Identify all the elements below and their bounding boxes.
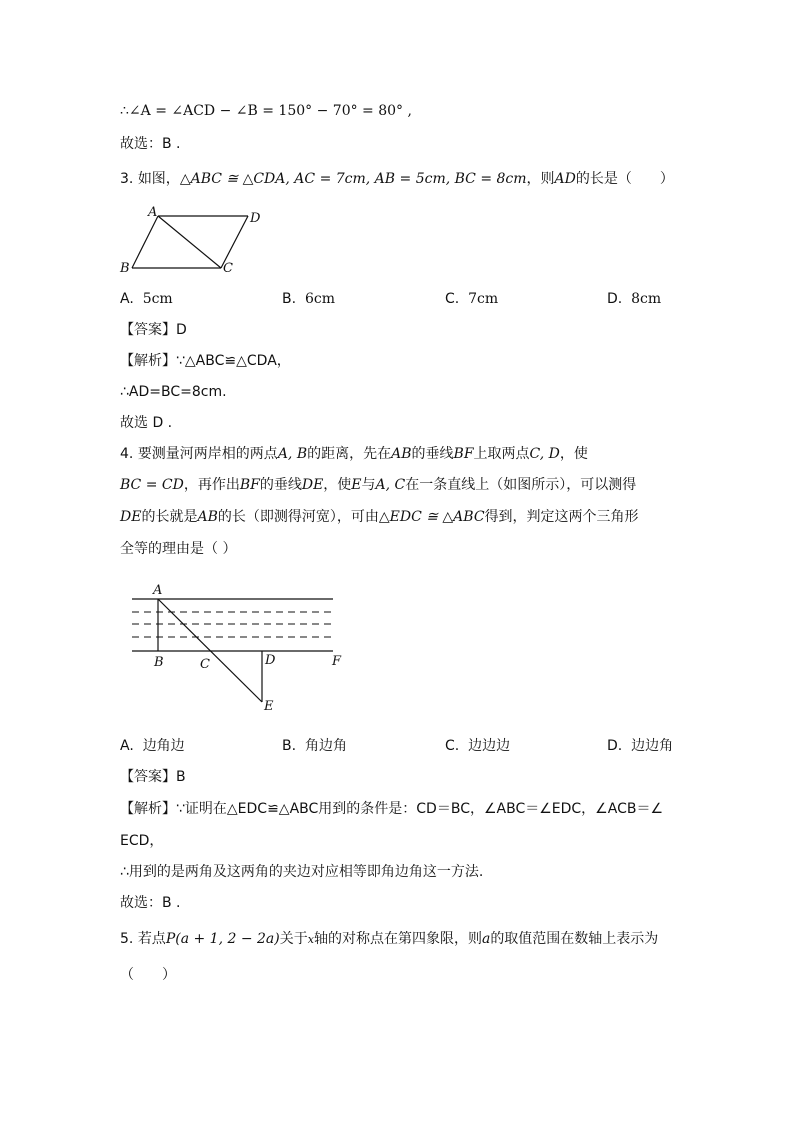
q5-number: 5.: [120, 931, 134, 947]
q4-text: 与: [361, 477, 376, 493]
q4-stem-line1: [120, 444, 588, 464]
q4-text: 的垂线: [259, 477, 302, 493]
q3-stem-math2: AD: [554, 171, 576, 187]
q3-stem-text-post: 的长是（ ）: [575, 171, 674, 187]
q4-option-b-key: B.: [282, 738, 297, 754]
q3-edge-ab: [132, 216, 158, 268]
q4-label-c: C: [200, 657, 210, 672]
q4-answer: [120, 767, 186, 787]
q4-label-f: F: [332, 654, 342, 669]
q3-option-c: [445, 289, 498, 309]
q5-text: 轴的对称点在第四象限，则: [313, 931, 482, 947]
q4-text: ，使: [323, 477, 352, 493]
q3-option-b-text: 6cm: [304, 291, 335, 307]
q4-analysis-label: 【解析】: [120, 801, 176, 817]
q3-option-d-text: 8cm: [631, 291, 662, 307]
q5-stem: [120, 929, 658, 950]
q3-stem-text-mid: ，则: [526, 171, 555, 187]
q3-option-a: [120, 289, 173, 309]
q4-label-a: A: [153, 583, 163, 598]
q3-analysis-line2: ∴AD=BC=8cm.: [120, 384, 227, 400]
q3-stem: [120, 169, 674, 189]
q4-choose-line: 故选：B .: [120, 895, 181, 911]
q3-stem-text: 如图，: [137, 171, 180, 187]
q3-option-b-key: B.: [282, 291, 297, 307]
q3-answer-value: D: [176, 322, 187, 338]
q5-math: P(a + 1, 2 − 2a): [165, 931, 280, 947]
q4-text: ，再作出: [183, 477, 240, 493]
q4-math: A, B: [277, 446, 308, 462]
q3-label-b: B: [120, 261, 130, 276]
q4-math: AB: [391, 446, 412, 462]
q3-stem-math: △ABC ≅ △CDA, AC = 7cm, AB = 5cm, BC = 8cm: [179, 171, 527, 187]
q4-math: BC = CD: [120, 477, 184, 493]
q4-text: 在一条直线上（如图所示），可以测得: [405, 477, 637, 493]
q4-option-d: [607, 736, 673, 756]
q4-analysis-line2: ECD，: [120, 833, 164, 849]
q4-option-b-text: 角边角: [304, 738, 347, 754]
q4-option-c-key: C.: [445, 738, 460, 754]
q4-text: ，使: [559, 446, 588, 462]
q4-math: DE: [120, 509, 142, 525]
q3-option-c-key: C.: [445, 291, 460, 307]
q4-text: 上取两点: [473, 446, 530, 462]
q4-option-b: [282, 736, 347, 756]
q3-analysis: [120, 351, 291, 371]
q4-math: A, C: [375, 477, 406, 493]
q3-diagonal-ac: [158, 216, 221, 268]
q4-math: BF: [239, 477, 260, 493]
q4-option-a-key: A.: [120, 738, 134, 754]
q4-text: 的长（即测得河宽），可由: [217, 509, 379, 525]
q4-text: 的距离，先在: [307, 446, 392, 462]
q4-option-d-key: D.: [607, 738, 623, 754]
q4-stem-line2: [120, 475, 636, 495]
q4-stem-line3: [120, 507, 639, 527]
q4-answer-label: 【答案】: [120, 769, 176, 785]
q3-label-c: C: [223, 261, 233, 276]
q4-text: 要测量河两岸相的两点: [137, 446, 278, 462]
q3-option-d-key: D.: [607, 291, 623, 307]
prev-choose-line: 故选：B .: [120, 136, 181, 152]
prev-solution-line: ∴∠A = ∠ACD − ∠B = 150° − 70° = 80° ,: [120, 103, 412, 119]
q4-text: 得到，判定这两个三角形: [484, 509, 639, 525]
q4-river-figure: [126, 582, 356, 716]
q4-number: 4.: [120, 446, 134, 462]
q4-label-b: B: [154, 655, 164, 670]
q4-option-c: [445, 736, 510, 756]
q4-stem-line4: 全等的理由是（ ）: [120, 541, 237, 557]
q4-option-d-text: 边边角: [631, 738, 674, 754]
q5-text: 关于: [279, 931, 308, 947]
q3-label-d: D: [250, 211, 261, 226]
q4-math: DE: [301, 477, 324, 493]
q3-answer: [120, 320, 187, 340]
q4-math: BF: [453, 446, 474, 462]
q5-math: a: [481, 931, 491, 947]
q4-option-c-text: 边边边: [468, 738, 511, 754]
q4-option-a-text: 边角边: [142, 738, 185, 754]
q3-analysis-text: ∵△ABC≌△CDA，: [176, 353, 291, 369]
q3-answer-label: 【答案】: [120, 322, 176, 338]
q5-stem-line2: （ ）: [120, 967, 176, 983]
q4-math: E: [351, 477, 362, 493]
q3-option-c-text: 7cm: [468, 291, 499, 307]
q4-analysis-line3: ∴用到的是两角及这两角的夹边对应相等即角边角这一方法.: [120, 864, 484, 880]
q4-text: 的垂线: [411, 446, 454, 462]
q5-text: 的取值范围在数轴上表示为: [490, 931, 659, 947]
q3-option-a-text: 5cm: [142, 291, 173, 307]
q4-answer-value: B: [176, 769, 186, 785]
q4-analysis: [120, 799, 663, 819]
q4-math: △EDC ≅ △ABC: [378, 509, 485, 525]
q5-math: x: [307, 933, 314, 946]
q3-option-b: [282, 289, 335, 309]
q3-choose-line: 故选 D .: [120, 415, 173, 431]
q4-label-d: D: [265, 653, 276, 668]
q3-number: 3.: [120, 171, 134, 187]
q4-analysis-text: ∵证明在△EDC≌△ABC用到的条件是：CD＝BC，∠ABC＝∠EDC，∠ACB＝∠: [176, 801, 663, 817]
q4-math: C, D: [529, 446, 560, 462]
q3-analysis-label: 【解析】: [120, 353, 176, 369]
q3-label-a: A: [148, 205, 158, 220]
q4-math: AB: [197, 509, 218, 525]
q4-option-a: [120, 736, 185, 756]
q5-text: 若点: [137, 931, 166, 947]
q3-option-d: [607, 289, 661, 309]
q3-option-a-key: A.: [120, 291, 134, 307]
q3-parallelogram-figure: [116, 204, 266, 276]
q4-label-e: E: [264, 699, 274, 714]
q4-text: 的长就是: [141, 509, 198, 525]
